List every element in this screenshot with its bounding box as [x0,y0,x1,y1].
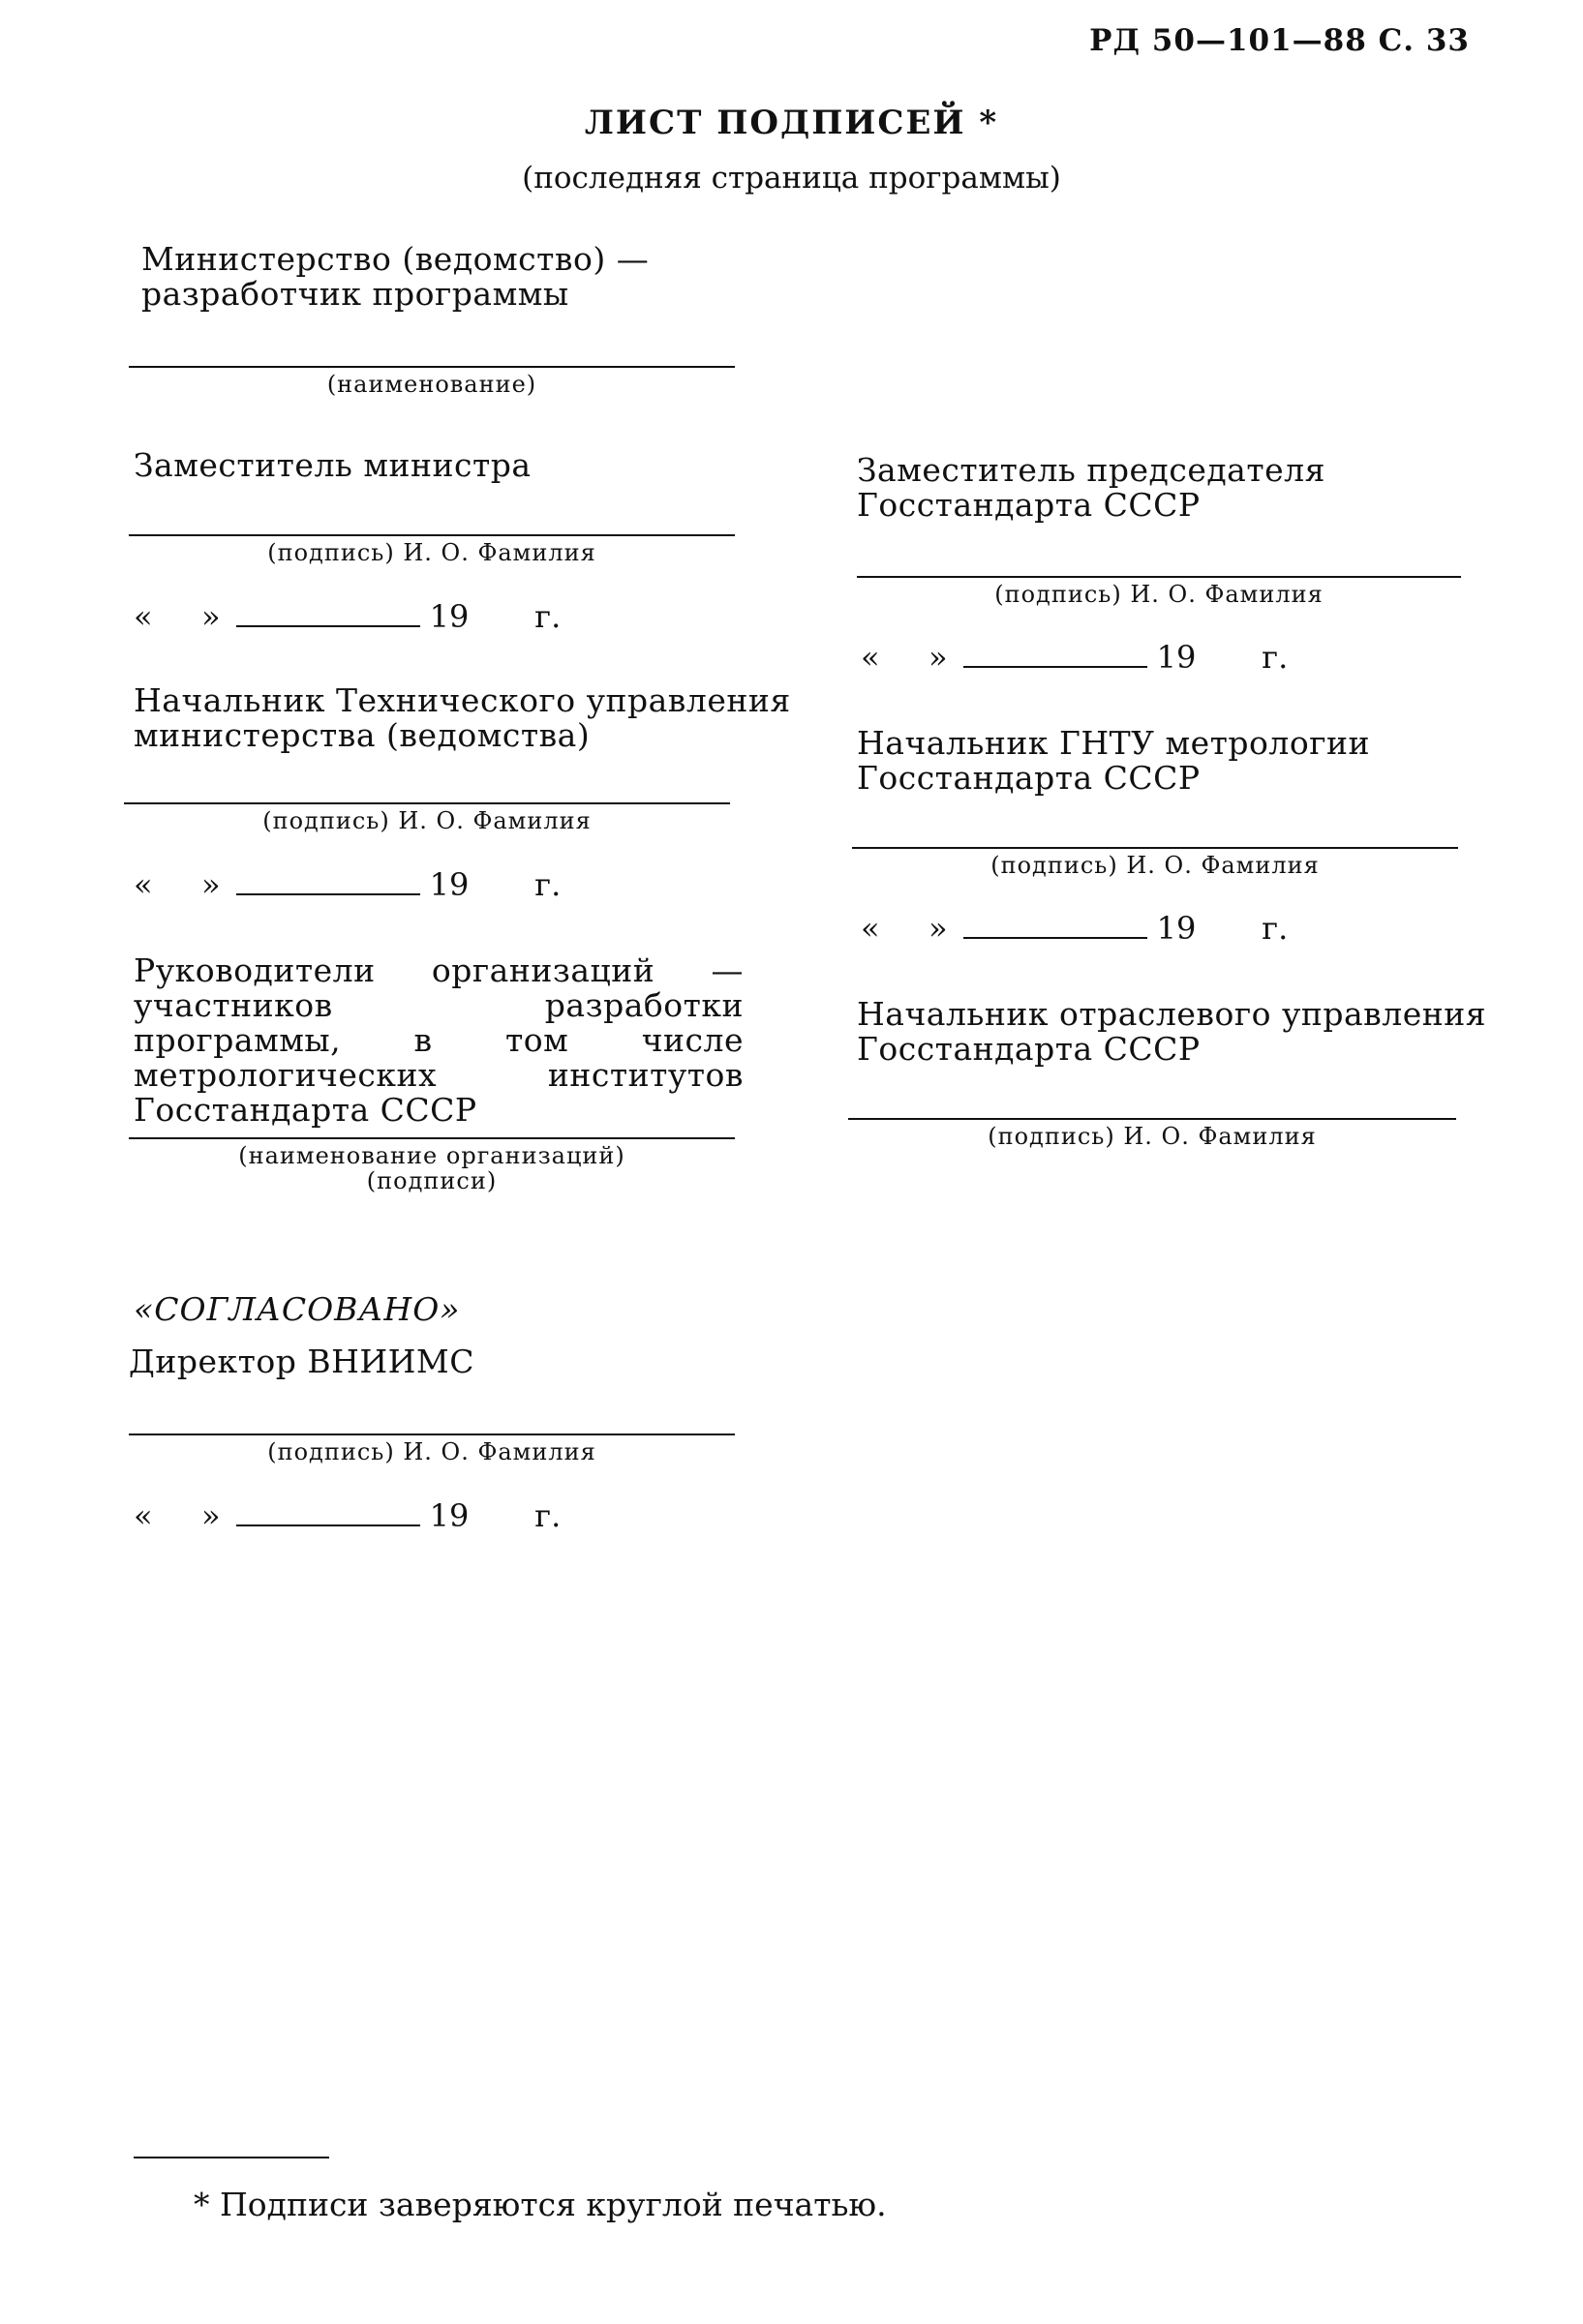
footnote: * Подписи заверяются круглой печатью. [194,2186,887,2223]
ministry-developer-label: Министерство (ведомство) — разработчик программы [141,240,650,313]
date-field: « » 19 г. [861,910,1289,947]
date-blank [963,914,1147,939]
date-blank [236,870,420,895]
signature-caption: (подпись) И. О. Фамилия [988,1123,1317,1150]
signature-line-director [129,1434,735,1435]
deputy-minister-label: Заместитель министра [134,446,532,484]
date-field: « » 19 г. [134,866,562,903]
branch-department-head-label: Начальник отраслевого управления Госстандарта СССР [857,995,1487,1068]
signature-caption: (подпись) И. О. Фамилия [262,807,592,834]
footnote-separator [134,2157,329,2158]
page-subtitle: (последняя страница программы) [522,161,1061,196]
signature-caption: (подпись) И. О. Фамилия [267,539,596,566]
organizations-caption: (наименование организаций) (подписи) [238,1142,625,1194]
date-field: « » 19 г. [134,598,562,635]
naming-caption: (наименование) [326,371,537,398]
signature-line-gntu-head [852,847,1458,849]
signature-caption: (подпись) И. О. Фамилия [994,581,1324,608]
approval-stamp-label: «СОГЛАСОВАНО» [134,1290,461,1328]
signature-line-tech-head [124,802,730,804]
signature-caption: (подпись) И. О. Фамилия [990,852,1320,879]
naming-line [129,366,735,368]
document-reference: РД 50—101—88 С. 33 [1089,23,1470,58]
deputy-chairman-label: Заместитель председателя Госстандарта СССР [857,451,1325,524]
date-field: « » 19 г. [134,1497,562,1534]
date-blank [236,602,420,627]
technical-department-head-label: Начальник Технического управления министерства (ведомства) [134,681,791,754]
signature-caption: (подпись) И. О. Фамилия [267,1438,596,1465]
signature-line-branch-head [848,1118,1456,1120]
date-blank [236,1501,420,1526]
page-title: ЛИСТ ПОДПИСЕЙ * [584,104,999,142]
date-field: « » 19 г. [861,639,1289,676]
signature-line-deputy-minister [129,534,735,536]
gntu-head-label: Начальник ГНТУ метрологии Госстандарта СССР [857,724,1371,797]
organization-heads-label: Руководители организаций — участников разработки программы, в том числе метрологических институтов Госстандарта СССР [134,951,744,1129]
date-blank [963,643,1147,668]
director-label: Директор ВНИИМС [129,1343,474,1380]
organizations-line [129,1137,735,1139]
signature-line-deputy-chairman [857,576,1461,578]
